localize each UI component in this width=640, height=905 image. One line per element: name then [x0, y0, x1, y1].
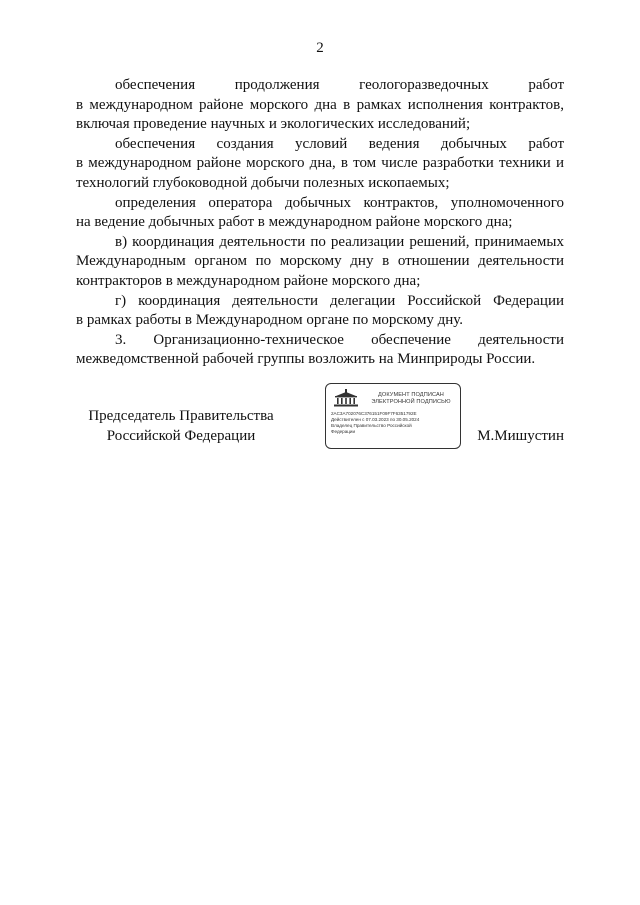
paragraph-mining-conditions [76, 135, 564, 194]
page-number: 2 [316, 40, 324, 56]
paragraph-first-line: определения оператора добычных контрактов, уполномоченного [115, 194, 564, 211]
paragraph-text: в международном районе морского дна, в том числе разработки техники и технологий глубоководной добычи полезных ископаемых; [76, 155, 564, 191]
stamp-certificate-number: 2AC3A702076C376151F09F7F6351792E [331, 411, 417, 416]
stamp-certificate-info [331, 411, 459, 435]
paragraph-first-line: обеспечения создания условий ведения добычных работ [115, 135, 564, 152]
paragraph-item-g [76, 292, 564, 331]
paragraph-first-line: в) координация деятельности по реализации решений, принимаемых [115, 233, 564, 250]
stamp-owner: Владелец Правительство Российской [331, 423, 412, 428]
paragraph-item-3 [76, 331, 564, 370]
stamp-owner: Федерации [331, 429, 356, 434]
signatory-position-line: Российской Федерации [106, 428, 256, 444]
paragraph-text: в рамках работы в Международном органе по морскому дну. [76, 312, 463, 329]
stamp-title [364, 392, 458, 405]
signatory-position [76, 406, 286, 446]
government-building-icon [332, 389, 360, 412]
stamp-title-line: ДОКУМЕНТ ПОДПИСАН [378, 392, 444, 398]
electronic-signature-stamp [325, 383, 461, 449]
paragraph-first-line: г) координация деятельности делегации Российской Федерации [115, 292, 564, 309]
stamp-title-line: ЭЛЕКТРОННОЙ ПОДПИСЬЮ [371, 398, 451, 405]
paragraph-text: на ведение добычных работ в международном районе морского дна; [76, 214, 513, 231]
stamp-validity: Действителен с 07.03.2023 по 30.05.2024 [331, 417, 420, 422]
paragraph-exploration [76, 76, 564, 135]
paragraph-item-v [76, 233, 564, 292]
signatory-name: М.Мишустин [477, 428, 564, 444]
paragraph-text: в международном районе морского дна в рамках исполнения контрактов, включая проведение научных и экологических исследований; [76, 96, 564, 133]
signatory-position-line: Председатель Правительства [88, 408, 274, 424]
paragraph-text: Международным органом по морскому дну в отношении деятельности контракторов в международном районе морского дна; [76, 253, 564, 289]
paragraph-first-line: обеспечения продолжения геологоразведочных работ [115, 77, 564, 93]
paragraph-first-line: 3. Организационно-техническое обеспечение деятельности [115, 331, 564, 348]
paragraph-operator [76, 194, 564, 233]
paragraph-text: межведомственной рабочей группы возложить на Минприроды России. [76, 351, 536, 368]
document-body [76, 76, 564, 370]
